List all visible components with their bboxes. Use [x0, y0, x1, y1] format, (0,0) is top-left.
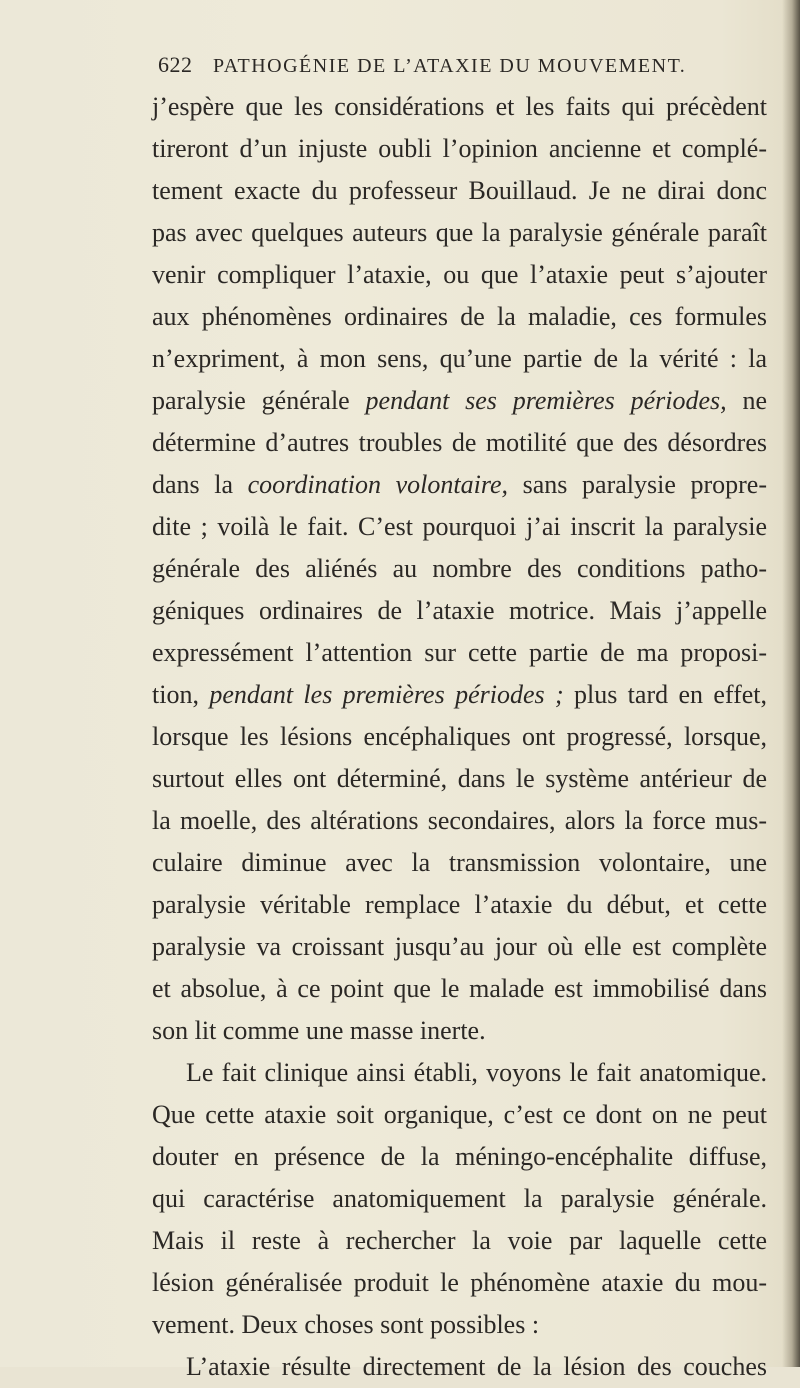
text-line: et absolue, à ce point que le malade est immobilisé dans: [152, 974, 767, 1003]
text-line: lorsque les lésions encéphaliques ont progressé, lorsque,: [152, 722, 767, 751]
text-run: paralysie générale: [152, 386, 366, 415]
text-run: dans la: [152, 470, 248, 499]
text-line: culaire diminue avec la transmission volontaire, une: [152, 848, 767, 877]
text-line: j’espère que les considérations et les faits qui précèdent: [152, 92, 767, 121]
text-line: qui caractérise anatomiquement la paralysie générale.: [152, 1184, 767, 1213]
text-line: paralysie va croissant jusqu’au jour où elle est complète: [152, 932, 767, 961]
text-line: [152, 380, 767, 422]
italic-phrase: coordination volontaire,: [247, 470, 509, 499]
text-line: vement. Deux choses sont possibles :: [152, 1310, 540, 1339]
text-run: ne: [726, 386, 768, 415]
text-line: expressément l’attention sur cette partie de ma proposi-: [152, 638, 767, 667]
text-line: [152, 464, 767, 506]
italic-phrase: pendant les premières périodes ;: [209, 680, 564, 709]
text-line: aux phénomènes ordinaires de la maladie, ces formules: [152, 302, 767, 331]
text-line: paralysie véritable remplace l’ataxie du début, et cette: [152, 890, 767, 919]
text-line: douter en présence de la méningo-encéphalite diffuse,: [152, 1142, 767, 1171]
text-line: n’expriment, à mon sens, qu’une partie de la vérité : la: [152, 344, 767, 373]
text-line: Que cette ataxie soit organique, c’est ce dont on ne peut: [152, 1100, 767, 1129]
text-line: pas avec quelques auteurs que la paralysie générale paraît: [152, 218, 767, 247]
running-header: [158, 52, 758, 78]
text-line: lésion généralisée produit le phénomène ataxie du mou-: [152, 1268, 767, 1297]
text-run: sans paralysie propre-: [508, 470, 767, 499]
text-line: surtout elles ont déterminé, dans le système antérieur de: [152, 764, 767, 793]
text-run: plus tard en effet,: [563, 680, 767, 709]
text-line: Mais il reste à rechercher la voie par laquelle cette: [152, 1226, 767, 1255]
page-edge-shadow: [782, 0, 800, 1367]
text-line: venir compliquer l’ataxie, ou que l’ataxie peut s’ajouter: [152, 260, 767, 289]
text-line: tireront d’un injuste oubli l’opinion ancienne et complé-: [152, 134, 767, 163]
text-line: [152, 674, 767, 716]
text-line: géniques ordinaires de l’ataxie motrice. Mais j’appelle: [152, 596, 767, 625]
text-line: son lit comme une masse inerte.: [152, 1016, 486, 1045]
text-line: générale des aliénés au nombre des conditions patho-: [152, 554, 767, 583]
italic-phrase: pendant ses premières périodes,: [365, 386, 727, 415]
page-number: 622: [158, 52, 193, 77]
text-line: la moelle, des altérations secondaires, alors la force mus-: [152, 806, 767, 835]
body-text: [152, 86, 767, 1388]
running-title: PATHOGÉNIE DE L’ATAXIE DU MOUVEMENT.: [213, 55, 687, 77]
text-line: L’ataxie résulte directement de la lésion des couches: [186, 1352, 767, 1381]
text-run: tion,: [152, 680, 210, 709]
text-line: dite ; voilà le fait. C’est pourquoi j’ai inscrit la paralysie: [152, 512, 767, 541]
text-line: détermine d’autres troubles de motilité que des désordres: [152, 428, 767, 457]
text-line: Le fait clinique ainsi établi, voyons le fait anatomique.: [186, 1058, 767, 1087]
text-line: tement exacte du professeur Bouillaud. Je ne dirai donc: [152, 176, 767, 205]
